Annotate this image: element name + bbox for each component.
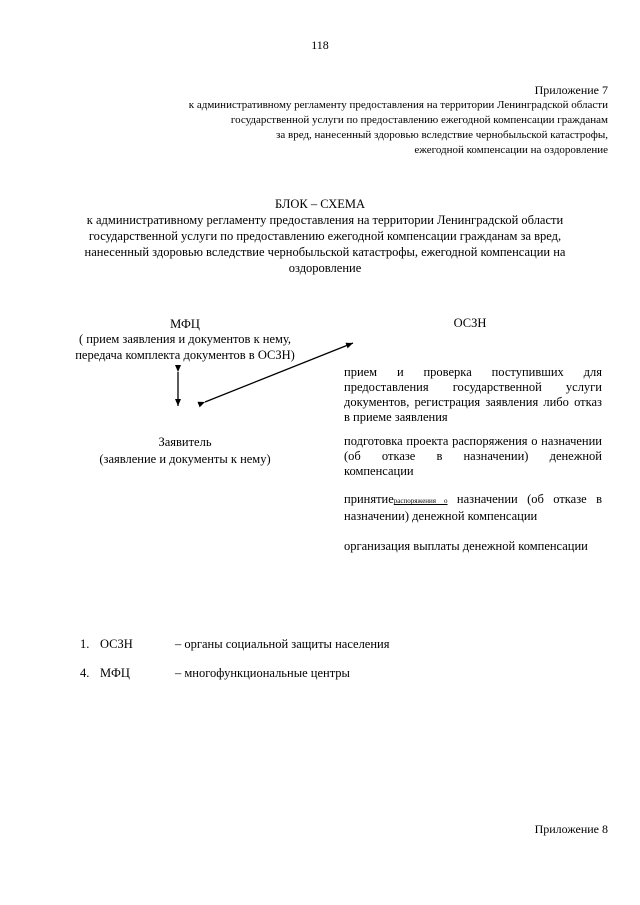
annex-header-line: за вред, нанесенный здоровью вследствие чернобыльской катастрофы, [276, 129, 608, 141]
annex-header-line: Приложение 7 [534, 83, 608, 97]
legend-abbreviation: ОСЗН [100, 637, 133, 651]
legend-row [80, 637, 389, 652]
step-preparation: подготовка проекта распоряжения о назначении (об отказе в назначении) денежной компенсации [344, 434, 602, 478]
mfc-heading: МФЦ [170, 317, 200, 331]
applicant-heading: Заявитель [158, 435, 212, 449]
annex-header-line: к административному регламенту предоставления на территории Ленинградской области [188, 99, 608, 111]
step-reception: прием и проверка поступивших для предоставления государственной услуги документов, регистрация заявления либо отказ в приеме заявления [344, 365, 602, 424]
diagonal-double-arrow [205, 343, 353, 402]
step-adoption-end: назначении (об отказе в назначении) денежной компенсации [344, 492, 602, 523]
annex-header-line: государственной услуги по предоставлению ежегодной компенсации гражданам [230, 114, 608, 126]
applicant-description: (заявление и документы к нему) [99, 452, 271, 466]
step-payment: организация выплаты денежной компенсации [344, 539, 588, 553]
scheme-title: БЛОК – СХЕМА [274, 197, 366, 211]
step-adoption-start: принятие [344, 492, 394, 506]
legend-description: – органы социальной защиты населения [175, 637, 390, 651]
annex-footer: Приложение 8 [534, 822, 608, 836]
mfc-description: ( прием заявления и документов к нему, передача комплекта документов в ОСЗН) [75, 332, 295, 362]
oszn-heading: ОСЗН [453, 316, 487, 330]
legend-abbreviation: МФЦ [100, 666, 130, 680]
legend-description: – многофункциональные центры [175, 666, 350, 680]
legend-row [80, 666, 350, 681]
legend-number: 1. [80, 637, 90, 651]
page-number: 118 [311, 38, 329, 52]
annex-header-line: ежегодной компенсации на оздоровление [414, 144, 608, 156]
legend-number: 4. [80, 666, 90, 680]
step-adoption-insert: распоряжения о [393, 497, 448, 505]
scheme-subtitle: к административному регламенту предоставления на территории Ленинградской области государственной услуги по предоставлению ежегодной компенсации гражданам за вред, нанесенный здоровью вследствие чернобыльской катастрофы, ежегодной компенсации на оздоровление [84, 213, 566, 275]
